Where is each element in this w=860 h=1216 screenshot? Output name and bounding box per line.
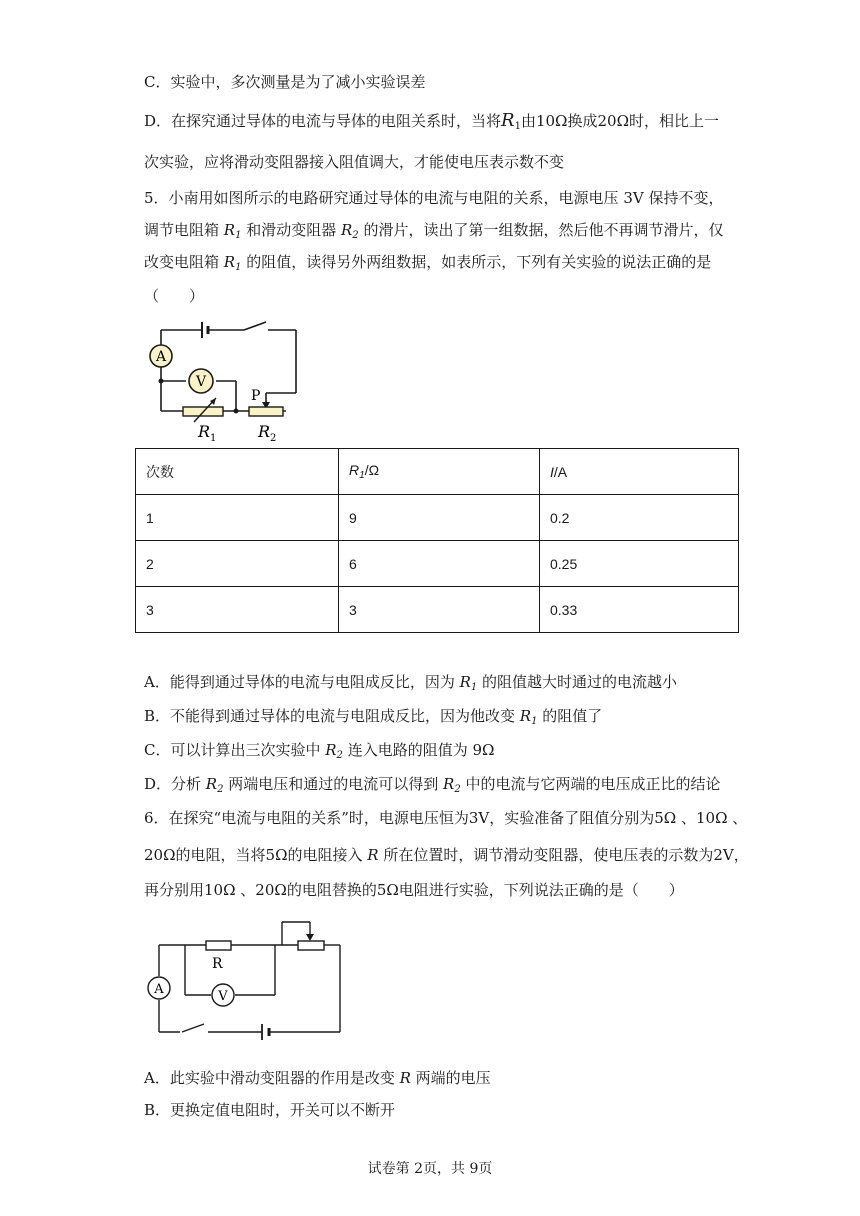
q6-stem-line3: 再分别用10Ω 、20Ω的电阻替换的5Ω电阻进行实验，下列说法正确的是（ ） [144, 881, 684, 899]
q5-option-a: A．能得到通过导体的电流与电阻成反比，因为 $R_1$ 的阻值越大时通过的电流越小 [144, 673, 678, 693]
q5-stem-line1: 5．小南用如图所示的电路研究通过导体的电流与电阻的关系，电源电压 3V 保持不变， [144, 189, 724, 207]
table-cell: 6 [339, 541, 540, 587]
table-header-cell: 次数 [136, 449, 339, 495]
rheostat-icon [298, 941, 324, 950]
resistor-r-label: R [212, 956, 223, 972]
symbol-r1: $R_1$ [223, 253, 242, 273]
table-cell: 9 [339, 495, 540, 541]
q5-option-c: C．可以计算出三次实验中 $R_2$ 连入电路的阻值为 9Ω [144, 741, 495, 761]
page-footer: 试卷第 2页，共 9页 [367, 1161, 493, 1177]
q5-text: 改变电阻箱 [144, 253, 224, 271]
q5-option-d: D．分析 $R_2$ 两端电压和通过的电流可以得到 $R_2$ 中的电流与它两端的电压成正比的结论 [144, 775, 721, 795]
q5-text: 的滑片，读出了第一组数据，然后他不再调节滑片，仅 [358, 221, 724, 239]
table-header-cell: $R_1/\Omega$ [339, 449, 540, 495]
table-row [136, 495, 739, 541]
q6-stem-line1: 6．在探究“电流与电阻的关系”时，电源电压恒为3V，实验准备了阻值分别为5Ω 、10Ω 、 [144, 809, 748, 827]
slider-label: P [251, 388, 261, 404]
table-header-cell: I/A [540, 449, 739, 495]
voltmeter-label: V [218, 989, 228, 1004]
q5-text: 的阻值，读得另外两组数据，如表所示，下列有关实验的说法正确的是 [241, 253, 712, 271]
table-cell: 3 [339, 587, 540, 633]
q5-stem-line3 [144, 252, 711, 278]
q4d-symbol-r: R [501, 110, 515, 131]
voltmeter-label: V [195, 374, 207, 390]
table-header-row [136, 449, 739, 495]
resistor-r-icon [206, 941, 231, 950]
table-cell: 2 [136, 541, 339, 587]
q4-option-d-line1 [144, 111, 719, 137]
q5-option-b: B．不能得到通过导体的电流与电阻成反比，因为他改变 $R_1$ 的阻值了 [144, 707, 603, 727]
slider-arrowhead [306, 934, 314, 941]
q6-option-a: A．此实验中滑动变阻器的作用是改变 R 两端的电压 [144, 1069, 491, 1087]
q4-option-c: C．实验中，多次测量是为了减小实验误差 [144, 73, 426, 91]
table-cell: 0.25 [540, 541, 739, 587]
table-row [136, 541, 739, 587]
symbol-r2: $R_2$ [341, 221, 359, 241]
table-cell: 0.2 [540, 495, 739, 541]
q4-option-d-line2: 次实验，应将滑动变阻器接入阻值调大，才能使电压表示数不变 [144, 153, 565, 171]
rheostat-r2 [249, 407, 283, 416]
circuit-diagram-q6 [142, 912, 352, 1042]
table-row [136, 587, 739, 633]
circuit-diagram-q5 [146, 318, 336, 443]
ammeter-label: A [155, 349, 167, 365]
q4d-text-d: 由10Ω换成20Ω时，相比上一 [520, 112, 720, 130]
table-cell: 1 [136, 495, 339, 541]
q5-text: 和滑动变阻器 [241, 221, 341, 239]
q4d-text-a: D．在探究通过导体的电流与导体的电阻关系时，当将 [144, 112, 502, 130]
q5-answer-blank: （ ） [144, 287, 205, 305]
data-table [135, 448, 739, 633]
r1-label: $R_1$ [198, 422, 217, 443]
symbol-r1: $R_1$ [223, 221, 242, 241]
q5-stem-line2 [144, 220, 723, 246]
q6-stem-line2: 20Ω的电阻，当将5Ω的电阻接入 R 所在位置时，调节滑动变阻器，使电压表的示数为2V， [144, 846, 749, 864]
table-cell: 3 [136, 587, 339, 633]
q5-text: 调节电阻箱 [144, 221, 224, 239]
q4d-symbol-sub: 1 [514, 121, 521, 132]
q6-option-b: B．更换定值电阻时，开关可以不断开 [144, 1101, 396, 1119]
ammeter-label: A [154, 982, 164, 997]
table-cell: 0.33 [540, 587, 739, 633]
r2-label: $R_2$ [258, 422, 277, 443]
